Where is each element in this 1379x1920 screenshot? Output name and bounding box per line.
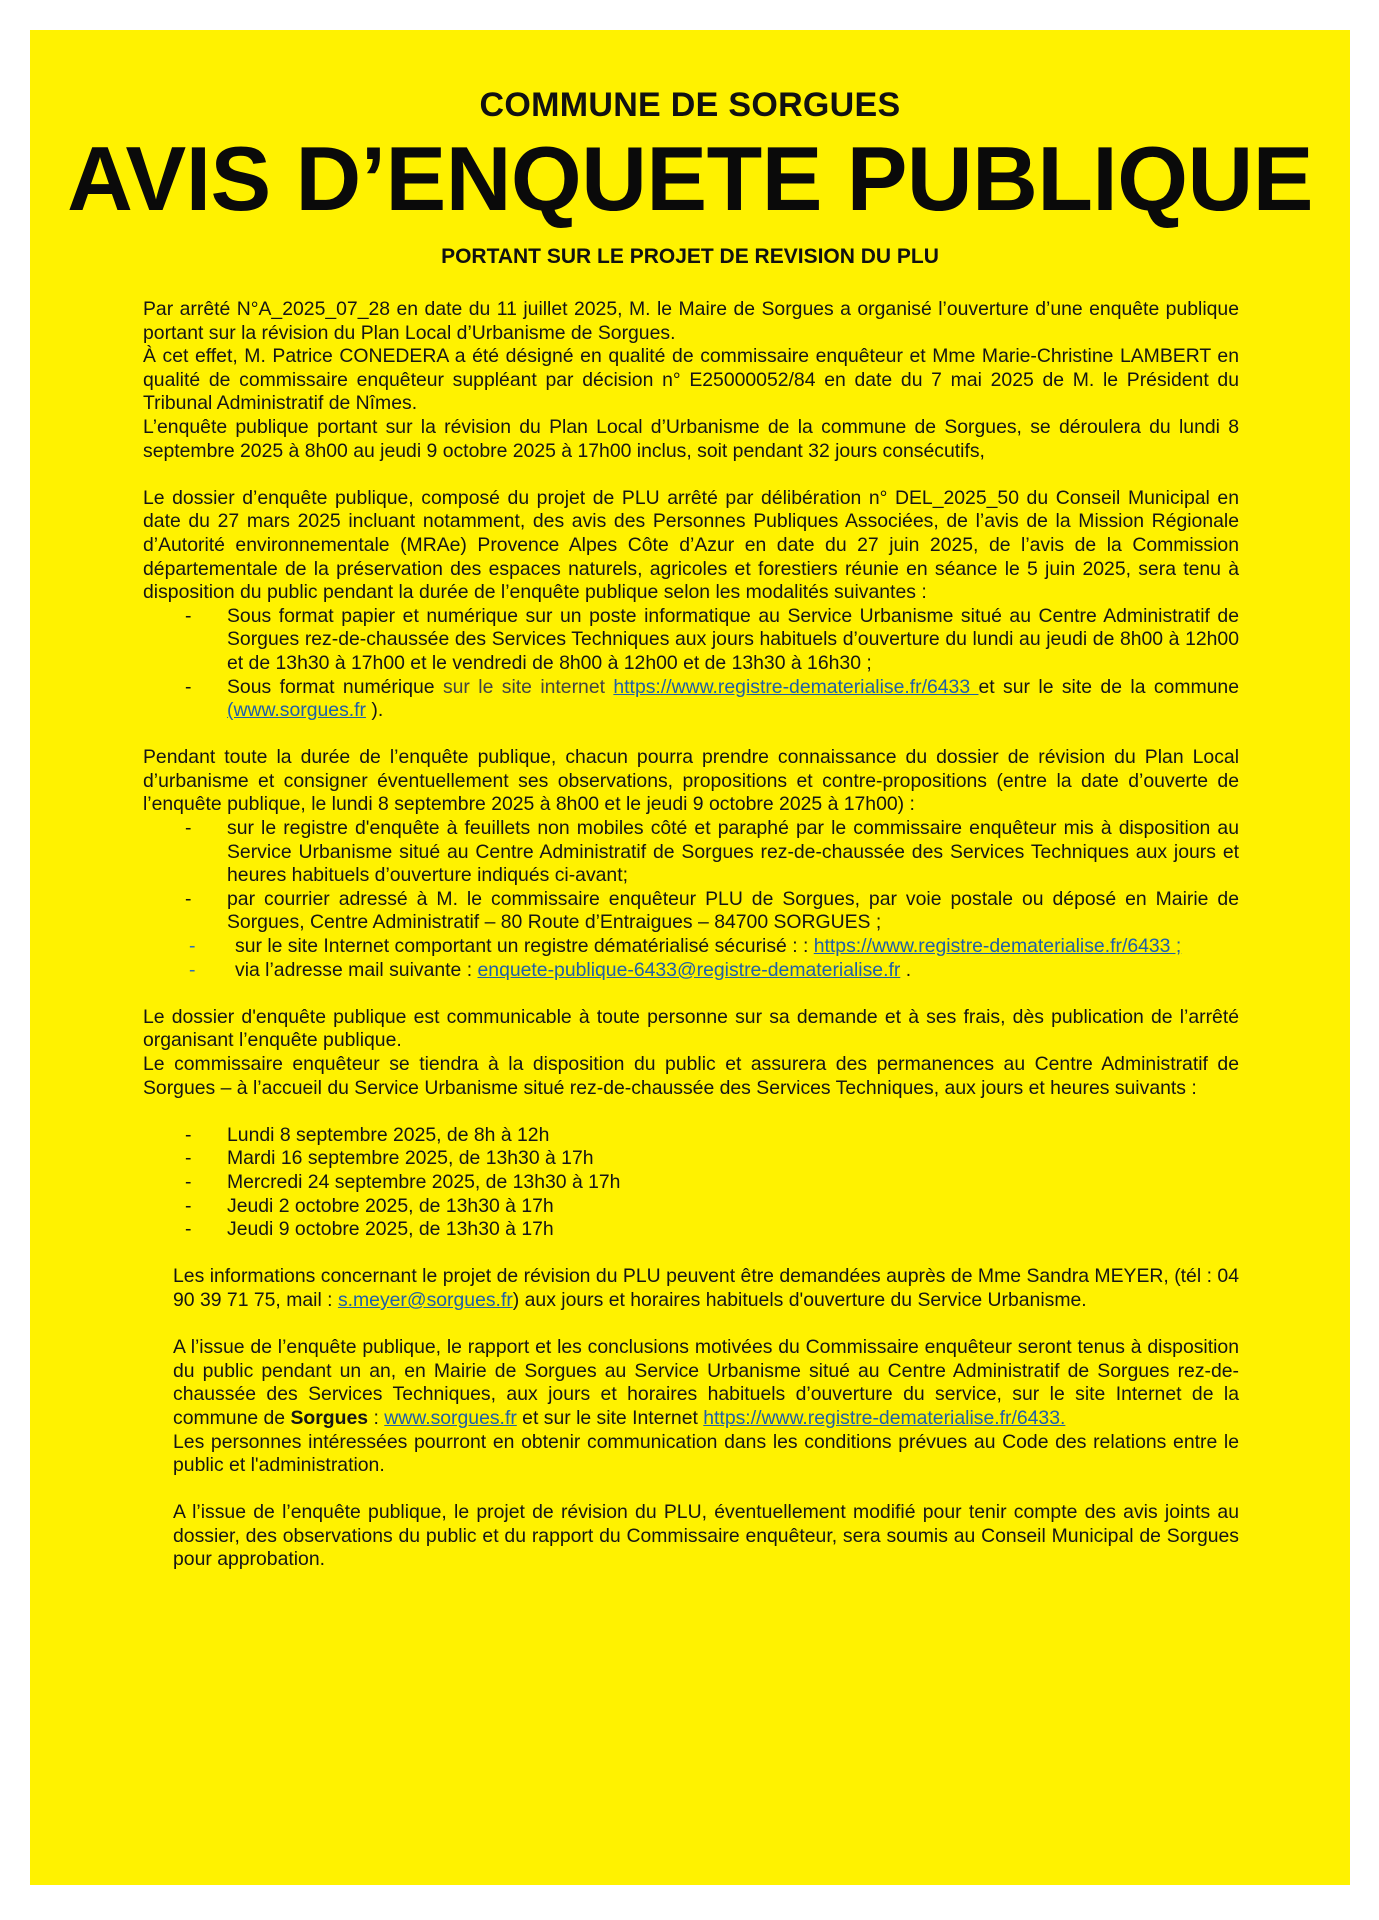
registre-link[interactable]: https://www.registre-dematerialise.fr/6433. [703,1406,1066,1429]
conclusion-paragraph: A l’issue de l’enquête publique, le projet de révision du PLU, éventuellement modifié pour tenir compte des avis joints au dossier, des observations du public et du rapport du Commissaire enquêteur, sera soumis au Conseil Municipal de Sorgues pour approbation. [173,1501,1239,1571]
rapport-paragraph-2: Les personnes intéressées pourront en obtenir communication dans les conditions prévues au Code des relations entre le public et l'administration. [173,1430,1239,1477]
list-item [143,605,1239,676]
observations-paragraph: Pendant toute la durée de l’enquête publique, chacun pourra prendre connaissance du dossier de révision du Plan Local d’urbanisme et consigner éventuellement ses observations, propositions et contre-propositions (entre la date d’ouverte de l’enquête publique, le lundi 8 septembre 2025 à 8h00 et le jeudi 9 octobre 2025 à 17h00) : [143,746,1239,816]
sorgues-site-link[interactable]: www.sorgues.fr [384,1406,517,1429]
list-item [143,1218,1239,1242]
list-item-text: par courrier adressé à M. le commissaire enquêteur PLU de Sorgues, par voie postale ou déposé en Mairie de Sorgues, Centre Administratif – 80 Route d’Entraigues – 84700 SORGUES ; [227,887,1239,934]
list-item-text: ). [366,699,384,722]
list-item-text: et sur le site de la commune [978,675,1239,698]
permanence-date: Jeudi 2 octobre 2025, de 13h30 à 17h [227,1194,554,1217]
enquete-email-link[interactable]: enquete-publique-6433@registre-dematerialise.fr [477,958,901,981]
communication-paragraph-2: Le commissaire enquêteur se tiendra à la disposition du public et assurera des permanences au Centre Administratif de Sorgues – à l’accueil du Service Urbanisme situé rez-de-chaussée des Services Techniques, aux jours et heures suivants : [143,1053,1239,1099]
list-item [143,959,1239,983]
permanence-date: Jeudi 9 octobre 2025, de 13h30 à 17h [227,1218,554,1241]
list-item [143,1124,1239,1148]
list-item [143,888,1239,935]
contact-paragraph [143,1265,1239,1312]
list-item-text: sur le registre d'enquête à feuillets non mobiles côté et paraphé par le commissaire enquêteur mis à disposition au Service Urbanisme situé au Centre Administratif de Sorgues rez-de-chaussée des Services Techniques aux jours et heures habituels d’ouverture indiqués ci-avant; [227,817,1239,887]
list-marker: - [189,935,196,958]
permanence-date: Mercredi 24 septembre 2025, de 13h30 à 17h [227,1170,621,1193]
meyer-email-link[interactable]: s.meyer@sorgues.fr [337,1288,513,1311]
rapport-paragraph [143,1336,1239,1430]
permanence-date: Lundi 8 septembre 2025, de 8h à 12h [227,1123,550,1146]
rapport-text: A l’issue de l’enquête publique, le rapport et les conclusions motivées du Commissaire enquêteur seront tenus à disposition du public pendant un an, en Mairie de Sorgues au Service Urbanisme situé au Centre Administratif de Sorgues rez-de-chaussée des Services Techniques, aux jours et horaires habituels d’ouverture du service, sur le site Internet de la commune de [173,1336,1239,1429]
intro-paragraph-2: À cet effet, M. Patrice CONEDERA a été désigné en qualité de commissaire enquêteur et Mme Marie-Christine LAMBERT en qualité de commissaire enquêteur suppléant par décision n° E25000052/84 en date du 7 mai 2025 de M. le Président du Tribunal Administratif de Nîmes. [143,345,1239,415]
permanence-date: Mardi 16 septembre 2025, de 13h30 à 17h [227,1147,594,1170]
contact-text: ) aux jours et horaires habituels d'ouverture du Service Urbanisme. [512,1288,1087,1311]
list-item-text: Sous format papier et numérique sur un poste informatique au Service Urbanisme situé au Centre Administratif de Sorgues rez-de-chaussée des Services Techniques aux jours habituels d’ouverture du lundi au jeudi de 8h00 à 12h00 et de 13h30 à 17h00 et le vendredi de 8h00 à 12h00 et de 13h30 à 16h30 ; [227,604,1239,674]
dossier-list [143,605,1239,723]
intro-paragraph-1: Par arrêté N°A_2025_07_28 en date du 11 juillet 2025, M. le Maire de Sorgues a organisé l’ouverture d’une enquête publique portant sur la révision du Plan Local d’Urbanisme de Sorgues. [143,298,1239,344]
list-marker: - [185,1123,192,1146]
list-marker: - [185,817,192,840]
notice-subtitle: PORTANT SUR LE PROJET DE REVISION DU PLU [441,245,939,268]
list-item [143,935,1239,959]
list-marker: - [185,675,192,698]
list-marker: - [185,1170,192,1193]
notice-title: AVIS D’ENQUETE PUBLIQUE [67,129,1313,230]
dossier-paragraph: Le dossier d’enquête publique, composé du projet de PLU arrêté par délibération n° DEL_2025_50 du Conseil Municipal en date du 27 mars 2025 incluant notamment, des avis des Personnes Publiques Associées, de l’avis de la Mission Régionale d’Autorité environnementale (MRAe) Provence Alpes Côte d’Azur en date du 27 juin 2025, de l’avis de la Commission départementale de la préservation des espaces naturels, agricoles et forestiers réunie en séance le 5 juin 2025, sera tenu à disposition du public pendant la durée de l’enquête publique selon les modalités suivantes : [143,486,1239,604]
registre-link[interactable]: https://www.registre-dematerialise.fr/6433 ; [813,935,1182,958]
list-item [143,1171,1239,1195]
list-item [143,817,1239,888]
notice-body [143,298,1239,1572]
list-marker: - [185,1194,192,1217]
list-item-text: sur le site Internet comportant un registre dématérialisé sécurisé : : [235,935,814,958]
list-item [143,1147,1239,1171]
commune-heading: COMMUNE DE SORGUES [479,86,901,124]
communication-paragraph-1: Le dossier d'enquête publique est communicable à toute personne sur sa demande et à ses frais, dès publication de l’arrêté organisant l’enquête publique. [143,1005,1239,1052]
list-item [143,676,1239,723]
list-item [143,1195,1239,1219]
rapport-bold: Sorgues [290,1406,369,1429]
intro-paragraph-3: L’enquête publique portant sur la révision du Plan Local d’Urbanisme de la commune de Sorgues, se déroulera du lundi 8 septembre 2025 à 8h00 au jeudi 9 octobre 2025 à 17h00 inclus, soit pendant 32 jours consécutifs, [143,415,1239,462]
list-item-text: . [900,958,912,981]
list-marker: - [185,1218,192,1241]
list-item-text: Sous format numérique [227,675,435,698]
list-item-text: sur le site internet [434,675,614,698]
rapport-text: : [368,1406,385,1429]
sorgues-site-link[interactable]: (www.sorgues.fr [227,699,367,722]
observations-list [143,817,1239,982]
permanences-list [143,1124,1239,1242]
contact-text: Les informations concernant le projet de révision du PLU peuvent être demandées auprès de Mme Sandra MEYER, (tél : 04 90 39 71 75, mail : [173,1265,1239,1311]
list-marker: - [189,958,196,981]
list-item-text: via l’adresse mail suivante : [235,958,478,981]
list-marker: - [185,1147,192,1170]
notice-sheet [30,30,1350,1885]
registre-link[interactable]: https://www.registre-dematerialise.fr/6433 [613,675,979,698]
rapport-text: et sur le site Internet [516,1406,704,1429]
list-marker: - [185,604,192,627]
list-marker: - [185,887,192,910]
